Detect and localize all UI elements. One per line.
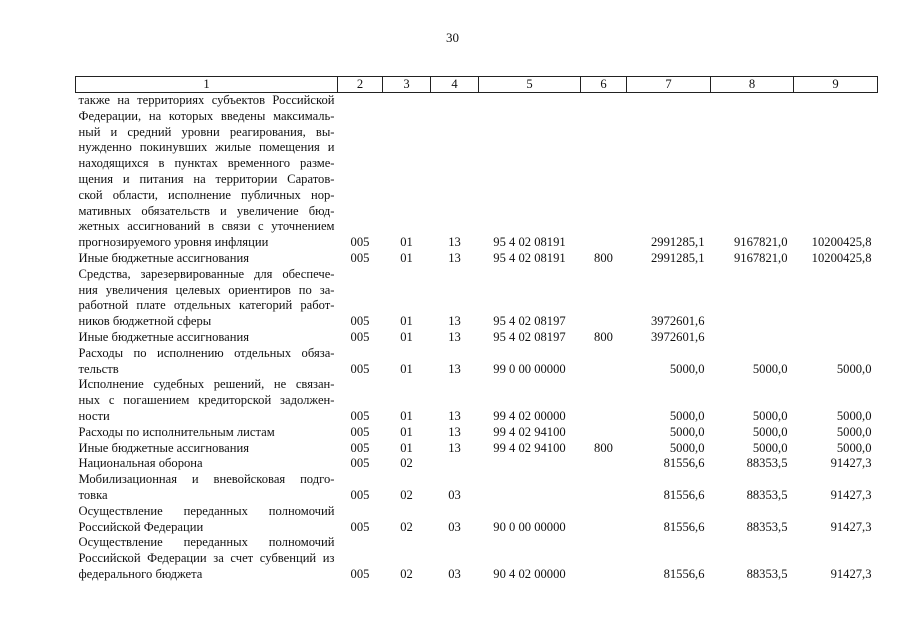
expense-type bbox=[581, 93, 627, 251]
section: 01 bbox=[400, 440, 413, 455]
description-line: Осуществление переданных полномочий bbox=[78, 503, 335, 518]
subsection bbox=[431, 456, 479, 472]
target-article: 99 0 00 00000 bbox=[493, 361, 566, 376]
admin-code: 005 bbox=[350, 235, 370, 250]
subsection: 13 bbox=[448, 250, 461, 265]
description-line: Национальная оборона bbox=[78, 456, 203, 471]
table-row bbox=[76, 472, 878, 504]
amount-col7: 3972601,6 bbox=[650, 314, 705, 329]
amount-col7: 81556,6 bbox=[663, 519, 705, 534]
description-line: Российской Федерации bbox=[78, 519, 204, 534]
row-description bbox=[76, 472, 338, 504]
column-header: 2 bbox=[338, 77, 383, 93]
amount-col7: 2991285,1 bbox=[650, 235, 705, 250]
table-row bbox=[76, 456, 878, 472]
table-row bbox=[76, 377, 878, 424]
table-row bbox=[76, 346, 878, 378]
subsection: 03 bbox=[448, 566, 461, 581]
description-line: федерального бюджета bbox=[78, 566, 203, 581]
column-header: 9 bbox=[794, 77, 878, 93]
row-description bbox=[76, 504, 338, 536]
admin-code: 005 bbox=[350, 361, 370, 376]
description-line: ности bbox=[78, 408, 110, 423]
section: 01 bbox=[400, 408, 413, 423]
column-header: 5 bbox=[479, 77, 581, 93]
amount-col8 bbox=[711, 330, 794, 346]
row-description bbox=[76, 441, 338, 457]
row-description bbox=[76, 93, 338, 251]
amount-col7: 81556,6 bbox=[663, 487, 705, 502]
amount-col8: 5000,0 bbox=[752, 424, 788, 439]
row-description bbox=[76, 377, 338, 424]
admin-code: 005 bbox=[350, 487, 370, 502]
target-article bbox=[479, 472, 581, 504]
amount-col7: 81556,6 bbox=[663, 566, 705, 581]
column-header: 8 bbox=[711, 77, 794, 93]
amount-col7: 5000,0 bbox=[669, 361, 705, 376]
table-row bbox=[76, 425, 878, 441]
description-line: Иные бюджетные ассигнования bbox=[78, 250, 250, 265]
amount-col7: 5000,0 bbox=[669, 408, 705, 423]
admin-code: 005 bbox=[350, 424, 370, 439]
admin-code: 005 bbox=[350, 519, 370, 534]
budget-table bbox=[75, 76, 878, 583]
expense-type bbox=[581, 377, 627, 424]
page-number: 30 bbox=[446, 30, 459, 45]
description-line: работной плате отдельных категорий работ- bbox=[78, 298, 335, 313]
amount-col9: 10200425,8 bbox=[811, 250, 872, 265]
target-article: 95 4 02 08197 bbox=[493, 314, 566, 329]
admin-code: 005 bbox=[350, 440, 370, 455]
description-line: прогнозируемого уровня инфляции bbox=[78, 235, 269, 250]
expense-type: 800 bbox=[594, 250, 613, 265]
description-line: Мобилизационная и вневойсковая подго- bbox=[78, 472, 335, 487]
description-line: Иные бюджетные ассигнования bbox=[78, 329, 250, 344]
column-header: 7 bbox=[627, 77, 711, 93]
description-line: щения и питания на территории Саратов- bbox=[78, 171, 335, 186]
table-row bbox=[76, 535, 878, 582]
amount-col9: 10200425,8 bbox=[811, 235, 872, 250]
section: 02 bbox=[400, 487, 413, 502]
description-line: ния увеличения целевых ориентиров по за- bbox=[78, 282, 335, 297]
description-line: Осуществление переданных полномочий bbox=[78, 535, 335, 550]
description-line: ных с погашением кредиторской задолжен- bbox=[78, 393, 335, 408]
amount-col8: 88353,5 bbox=[746, 519, 788, 534]
subsection: 13 bbox=[448, 314, 461, 329]
amount-col8: 88353,5 bbox=[746, 566, 788, 581]
section: 01 bbox=[400, 361, 413, 376]
amount-col7: 3972601,6 bbox=[650, 329, 705, 344]
amount-col7: 5000,0 bbox=[669, 424, 705, 439]
description-line: ской области, исполнение публичных нор- bbox=[78, 187, 335, 202]
table-row bbox=[76, 330, 878, 346]
subsection: 13 bbox=[448, 440, 461, 455]
description-line: находящихся в пунктах временного разме- bbox=[78, 156, 335, 171]
amount-col9: 5000,0 bbox=[836, 424, 872, 439]
description-line: товка bbox=[78, 487, 108, 502]
section: 02 bbox=[400, 519, 413, 534]
target-article: 99 4 02 94100 bbox=[493, 424, 566, 439]
description-line: Исполнение судебных решений, не связан- bbox=[78, 377, 335, 392]
amount-col8: 5000,0 bbox=[752, 361, 788, 376]
expense-type bbox=[581, 267, 627, 330]
row-description bbox=[76, 346, 338, 378]
row-description bbox=[76, 330, 338, 346]
amount-col7: 5000,0 bbox=[669, 440, 705, 455]
expense-type bbox=[581, 425, 627, 441]
amount-col8: 5000,0 bbox=[752, 408, 788, 423]
expense-type bbox=[581, 346, 627, 378]
description-line: жетных ассигнований в связи с уточнением bbox=[78, 219, 335, 234]
target-article: 99 4 02 94100 bbox=[493, 440, 566, 455]
subsection: 03 bbox=[448, 519, 461, 534]
amount-col9 bbox=[794, 330, 878, 346]
row-description bbox=[76, 425, 338, 441]
amount-col9: 91427,3 bbox=[830, 519, 872, 534]
amount-col9: 91427,3 bbox=[830, 566, 872, 581]
admin-code: 005 bbox=[350, 250, 370, 265]
table-row bbox=[76, 504, 878, 536]
expense-type: 800 bbox=[594, 329, 613, 344]
column-header: 1 bbox=[76, 77, 338, 93]
header-row bbox=[76, 77, 878, 93]
admin-code: 005 bbox=[350, 408, 370, 423]
amount-col7: 81556,6 bbox=[663, 456, 705, 471]
amount-col8: 5000,0 bbox=[752, 440, 788, 455]
section: 01 bbox=[400, 314, 413, 329]
subsection: 13 bbox=[448, 408, 461, 423]
subsection: 03 bbox=[448, 487, 461, 502]
description-line: Российской Федерации за счет субвенций из bbox=[78, 551, 335, 566]
description-line: Средства, зарезервированные для обеспече- bbox=[78, 266, 335, 281]
section: 01 bbox=[400, 329, 413, 344]
description-line: ный и средний уровни реагирования, вы- bbox=[78, 124, 335, 139]
description-line: тельств bbox=[78, 361, 119, 376]
expense-type: 800 bbox=[594, 440, 613, 455]
table-row bbox=[76, 93, 878, 251]
amount-col9: 5000,0 bbox=[836, 361, 872, 376]
amount-col9: 91427,3 bbox=[830, 456, 872, 471]
admin-code: 005 bbox=[350, 329, 370, 344]
target-article: 95 4 02 08191 bbox=[493, 250, 566, 265]
target-article: 95 4 02 08197 bbox=[493, 329, 566, 344]
row-description bbox=[76, 251, 338, 267]
description-line: Расходы по исполнению отдельных обяза- bbox=[78, 345, 335, 360]
row-description bbox=[76, 535, 338, 582]
admin-code: 005 bbox=[350, 566, 370, 581]
admin-code: 005 bbox=[350, 456, 370, 471]
expense-type bbox=[581, 472, 627, 504]
section: 01 bbox=[400, 250, 413, 265]
section: 02 bbox=[400, 456, 413, 471]
target-article: 95 4 02 08191 bbox=[493, 235, 566, 250]
subsection: 13 bbox=[448, 361, 461, 376]
description-line: Расходы по исполнительным листам bbox=[78, 424, 275, 439]
amount-col8 bbox=[711, 267, 794, 330]
description-line: также на территориях субъектов Российской bbox=[78, 93, 335, 107]
subsection: 13 bbox=[448, 235, 461, 250]
amount-col7: 2991285,1 bbox=[650, 250, 705, 265]
amount-col8: 88353,5 bbox=[746, 456, 788, 471]
subsection: 13 bbox=[448, 424, 461, 439]
description-line: нужденно покинувших жилые помещения и bbox=[78, 140, 335, 155]
amount-col9: 5000,0 bbox=[836, 408, 872, 423]
amount-col8: 9167821,0 bbox=[733, 250, 788, 265]
subsection: 13 bbox=[448, 329, 461, 344]
description-line: Иные бюджетные ассигнования bbox=[78, 440, 250, 455]
row-description bbox=[76, 456, 338, 472]
row-description bbox=[76, 267, 338, 330]
description-line: Федерации, на которых введены максималь- bbox=[78, 108, 335, 123]
column-header: 4 bbox=[431, 77, 479, 93]
amount-col8: 9167821,0 bbox=[733, 235, 788, 250]
expense-type bbox=[581, 456, 627, 472]
expense-type bbox=[581, 535, 627, 582]
table-row bbox=[76, 441, 878, 457]
column-header: 3 bbox=[383, 77, 431, 93]
description-line: ников бюджетной сферы bbox=[78, 314, 212, 329]
target-article: 90 4 02 00000 bbox=[493, 566, 566, 581]
amount-col9: 5000,0 bbox=[836, 440, 872, 455]
expense-type bbox=[581, 504, 627, 536]
admin-code: 005 bbox=[350, 314, 370, 329]
amount-col9 bbox=[794, 267, 878, 330]
description-line: мативных обязательств и увеличение бюд- bbox=[78, 203, 335, 218]
column-header: 6 bbox=[581, 77, 627, 93]
section: 01 bbox=[400, 424, 413, 439]
table-row bbox=[76, 251, 878, 267]
target-article bbox=[479, 456, 581, 472]
section: 01 bbox=[400, 235, 413, 250]
target-article: 99 4 02 00000 bbox=[493, 408, 566, 423]
section: 02 bbox=[400, 566, 413, 581]
target-article: 90 0 00 00000 bbox=[493, 519, 566, 534]
amount-col8: 88353,5 bbox=[746, 487, 788, 502]
table-row bbox=[76, 267, 878, 330]
amount-col9: 91427,3 bbox=[830, 487, 872, 502]
